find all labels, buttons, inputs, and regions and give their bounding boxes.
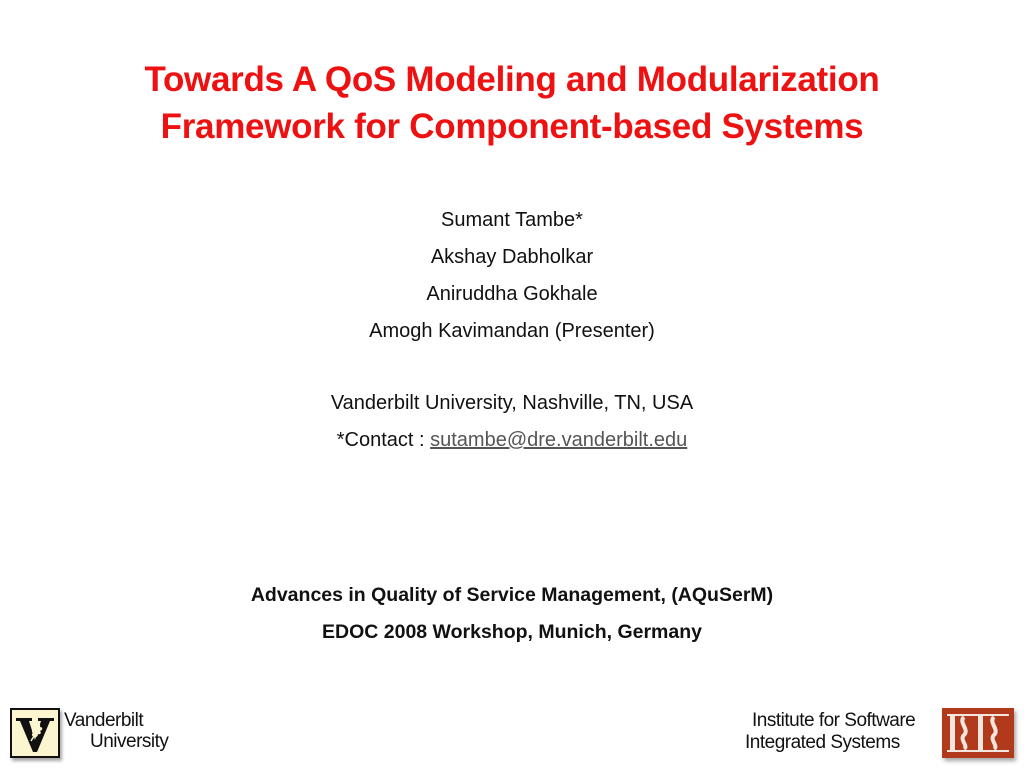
venue-line-2: EDOC 2008 Workshop, Munich, Germany — [322, 621, 702, 643]
author: Amogh Kavimandan (Presenter) — [369, 320, 655, 342]
logo-text-line: Institute for Software — [752, 710, 916, 731]
affiliation: Vanderbilt University, Nashville, TN, USA — [330, 392, 694, 414]
logo-text-line: Integrated Systems — [745, 732, 900, 753]
contact-line — [0, 422, 1024, 459]
contact-label: *Contact : — [336, 429, 431, 451]
contact-email-link[interactable]: sutambe@dre.vanderbilt.edu — [430, 429, 688, 451]
title-line-1: Towards A QoS Modeling and Modularization — [144, 60, 880, 99]
author-list — [0, 202, 1024, 350]
venue-block — [0, 577, 1024, 651]
venue-line-1: Advances in Quality of Service Management, (AQuSerM) — [250, 584, 774, 606]
vanderbilt-logo-text — [64, 710, 168, 752]
isis-logo-icon — [942, 708, 1014, 758]
isis-logo — [745, 708, 1017, 760]
logo-text-line: University — [90, 731, 169, 752]
author: Akshay Dabholkar — [430, 246, 594, 268]
logo-text-line: Vanderbilt — [64, 710, 144, 731]
author: Aniruddha Gokhale — [426, 283, 598, 305]
vanderbilt-v-oak-leaf-icon — [10, 708, 60, 758]
affiliation-block — [0, 385, 1024, 459]
isis-logo-text — [745, 710, 915, 754]
slide-title — [0, 56, 1024, 150]
vanderbilt-logo — [10, 708, 185, 760]
author: Sumant Tambe* — [441, 209, 583, 231]
title-line-2: Framework for Component-based Systems — [160, 107, 864, 146]
